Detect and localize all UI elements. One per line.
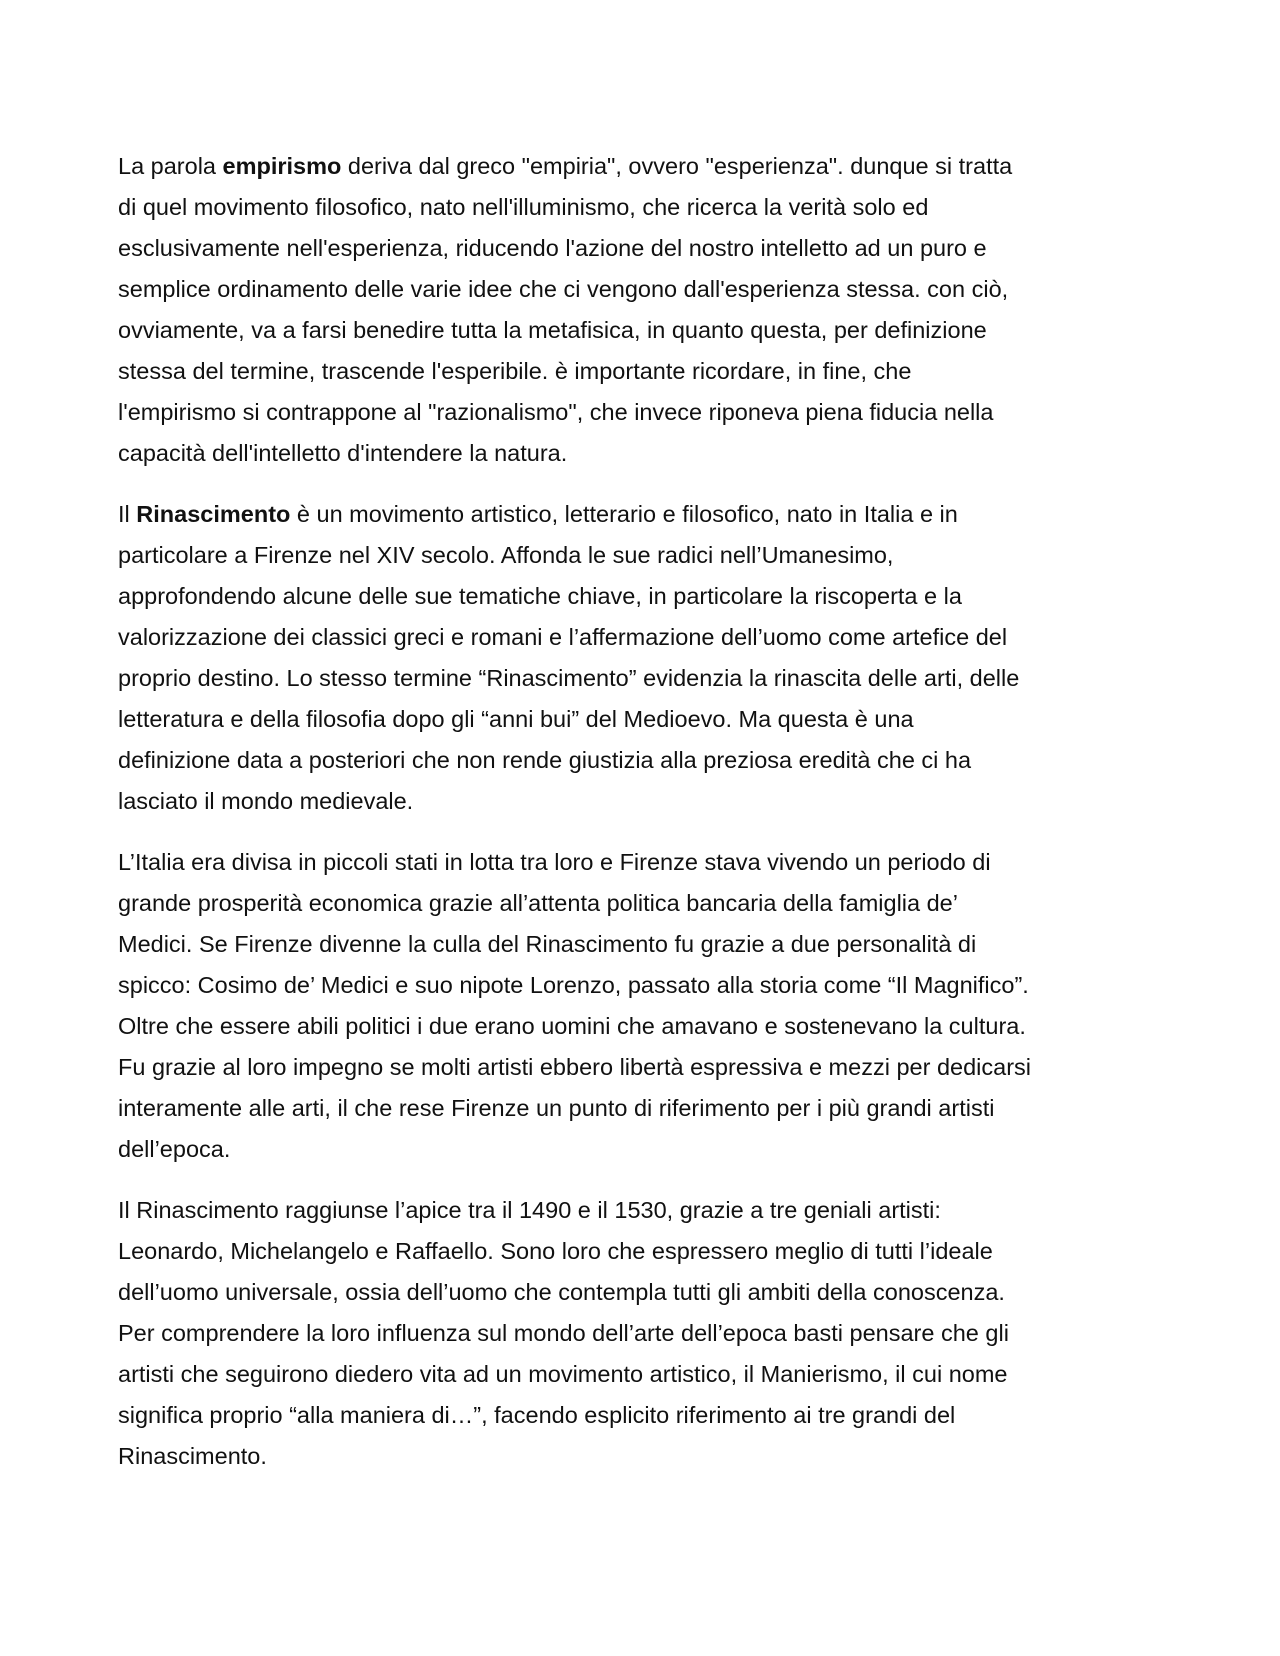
text-line: Medici. Se Firenze divenne la culla del Rinascimento fu grazie a due personalità di <box>118 931 977 957</box>
paragraph-rinascimento <box>118 494 1163 822</box>
text-line: proprio destino. Lo stesso termine “Rinascimento” evidenzia la rinascita delle arti, delle <box>118 665 1020 691</box>
text-line: Per comprendere la loro influenza sul mondo dell’arte dell’epoca basti pensare che gli <box>118 1320 1009 1346</box>
text-line: Leonardo, Michelangelo e Raffaello. Sono loro che espressero meglio di tutti l’ideale <box>118 1238 993 1264</box>
text-line: Rinascimento. <box>118 1443 267 1469</box>
text-line: valorizzazione dei classici greci e romani e l’affermazione dell’uomo come artefice del <box>118 624 1008 650</box>
text-line: L’Italia era divisa in piccoli stati in lotta tra loro e Firenze stava vivendo un periodo di <box>118 849 991 875</box>
text-line: lasciato il mondo medievale. <box>118 788 414 814</box>
text-line: capacità dell'intelletto d'intendere la natura. <box>118 440 568 466</box>
text-line: l'empirismo si contrappone al "razionalismo", che invece riponeva piena fiducia nella <box>118 399 994 425</box>
bold-term: Rinascimento <box>136 501 291 527</box>
text-line: dell’uomo universale, ossia dell’uomo che contempla tutti gli ambiti della conoscenza. <box>118 1279 1005 1305</box>
paragraph-apice <box>118 1190 1163 1477</box>
text-line: Fu grazie al loro impegno se molti artisti ebbero libertà espressiva e mezzi per dedicarsi <box>118 1054 1031 1080</box>
text-line: artisti che seguirono diedero vita ad un movimento artistico, il Manierismo, il cui nome <box>118 1361 1008 1387</box>
text-line: spicco: Cosimo de’ Medici e suo nipote Lorenzo, passato alla storia come “Il Magnifico”. <box>118 972 1029 998</box>
text-line: dell’epoca. <box>118 1136 231 1162</box>
text-line: Il Rinascimento raggiunse l’apice tra il 1490 e il 1530, grazie a tre geniali artisti: <box>118 1197 941 1223</box>
text-line: significa proprio “alla maniera di…”, facendo esplicito riferimento ai tre grandi del <box>118 1402 956 1428</box>
text-line: letteratura e della filosofia dopo gli “anni bui” del Medioevo. Ma questa è una <box>118 706 914 732</box>
text-line: approfondendo alcune delle sue tematiche chiave, in particolare la riscoperta e la <box>118 583 962 609</box>
text-line: particolare a Firenze nel XIV secolo. Affonda le sue radici nell’Umanesimo, <box>118 542 894 568</box>
text-line: La parola empirismo deriva dal greco "empiria", ovvero "esperienza". dunque si tratta <box>118 153 1013 179</box>
text-line: Il Rinascimento è un movimento artistico, letterario e filosofico, nato in Italia e in <box>118 501 958 527</box>
text-line: esclusivamente nell'esperienza, riducendo l'azione del nostro intelletto ad un puro e <box>118 235 987 261</box>
text-line: definizione data a posteriori che non rende giustizia alla preziosa eredità che ci ha <box>118 747 972 773</box>
text-line: semplice ordinamento delle varie idee che ci vengono dall'esperienza stessa. con ciò, <box>118 276 1009 302</box>
document-body <box>118 146 1163 1497</box>
text-line: ovviamente, va a farsi benedire tutta la metafisica, in quanto questa, per definizione <box>118 317 987 343</box>
paragraph-italia <box>118 842 1163 1170</box>
bold-term: empirismo <box>222 153 342 179</box>
paragraph-empirismo <box>118 146 1163 474</box>
text-line: interamente alle arti, il che rese Firenze un punto di riferimento per i più grandi artisti <box>118 1095 995 1121</box>
text-line: grande prosperità economica grazie all’attenta politica bancaria della famiglia de’ <box>118 890 958 916</box>
text-line: Oltre che essere abili politici i due erano uomini che amavano e sostenevano la cultura. <box>118 1013 1026 1039</box>
text-line: stessa del termine, trascende l'esperibile. è importante ricordare, in fine, che <box>118 358 912 384</box>
text-line: di quel movimento filosofico, nato nell'illuminismo, che ricerca la verità solo ed <box>118 194 929 220</box>
